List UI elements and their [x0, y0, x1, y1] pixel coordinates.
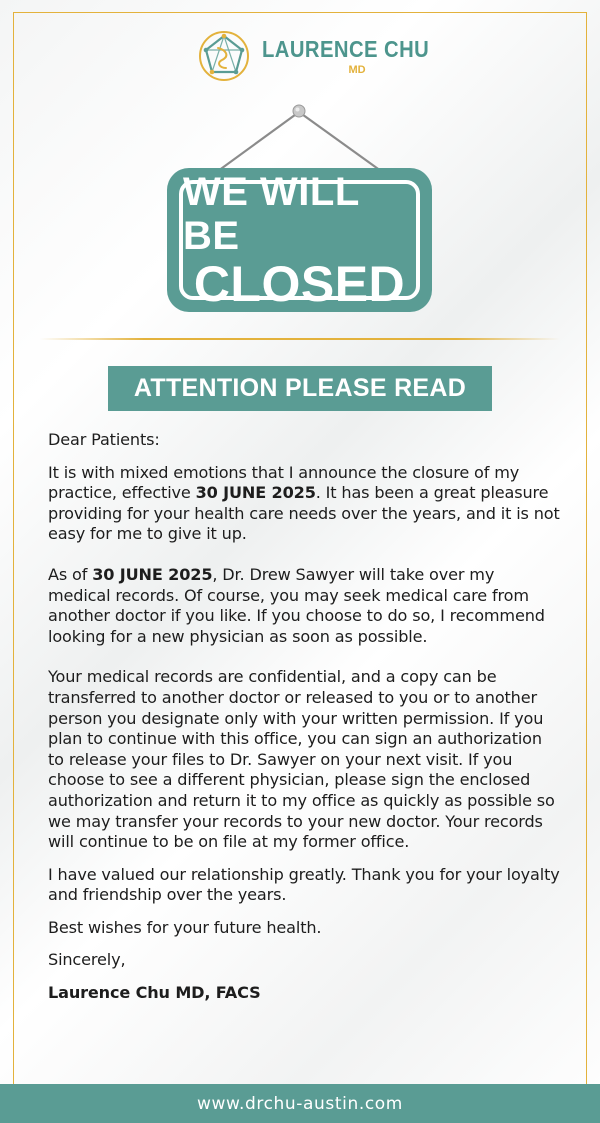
sign-heading-line1: WE WILL BE [183, 170, 360, 258]
letter-signature: Laurence Chu MD, FACS [48, 983, 261, 1003]
letter-greeting: Dear Patients: [48, 430, 160, 449]
footer-bar [0, 1084, 600, 1123]
attention-banner: ATTENTION PLEASE READ [108, 366, 492, 411]
brand-name: LAURENCE CHU [262, 36, 430, 62]
gold-divider [40, 338, 560, 340]
closure-date: 30 JUNE 2025 [195, 483, 316, 503]
letter-closing: Sincerely, [48, 950, 126, 970]
letter-paragraph-3: Your medical records are confidential, and a copy can be transferred to another doctor or released to you or to another person you designate only with your written permission. If you plan to continue with this office, you can sign an authorization to release your files to Dr. Sawyer on your next visit. If you choose to see a different physician, please sign the enclosed authorization and return it to my office as quickly as possible so we may transfer your records to your new doctor. Your records will continue to be on file at my former office. [48, 667, 555, 852]
closure-date: 30 JUNE 2025 [92, 564, 213, 584]
brand-credential: MD [348, 64, 366, 76]
letter-paragraph-1: It is with mixed emotions that I announce the closure of my practice, effective 30 JUNE 2025. It has been a great pleasure providing for your health care needs over the years, and it is not easy for me to give it up. [48, 462, 560, 544]
letter-body [48, 430, 560, 1016]
closed-sign-border [179, 170, 420, 312]
sign-heading-line2: CLOSED [193, 256, 406, 312]
letter-paragraph-4: I have valued our relationship greatly. Thank you for your loyalty and friendship over the years. [48, 864, 560, 905]
letter-paragraph-5: Best wishes for your future health. [48, 917, 322, 937]
website-link[interactable]: www.drchu-austin.com [197, 1093, 403, 1114]
letter-paragraph-2: As of 30 JUNE 2025, Dr. Drew Sawyer will take over my medical records. Of course, you may seek medical care from another doctor if you like. If you choose to do so, I recommend looking for a new physician as soon as possible. [48, 564, 545, 646]
closed-sign [167, 168, 432, 312]
